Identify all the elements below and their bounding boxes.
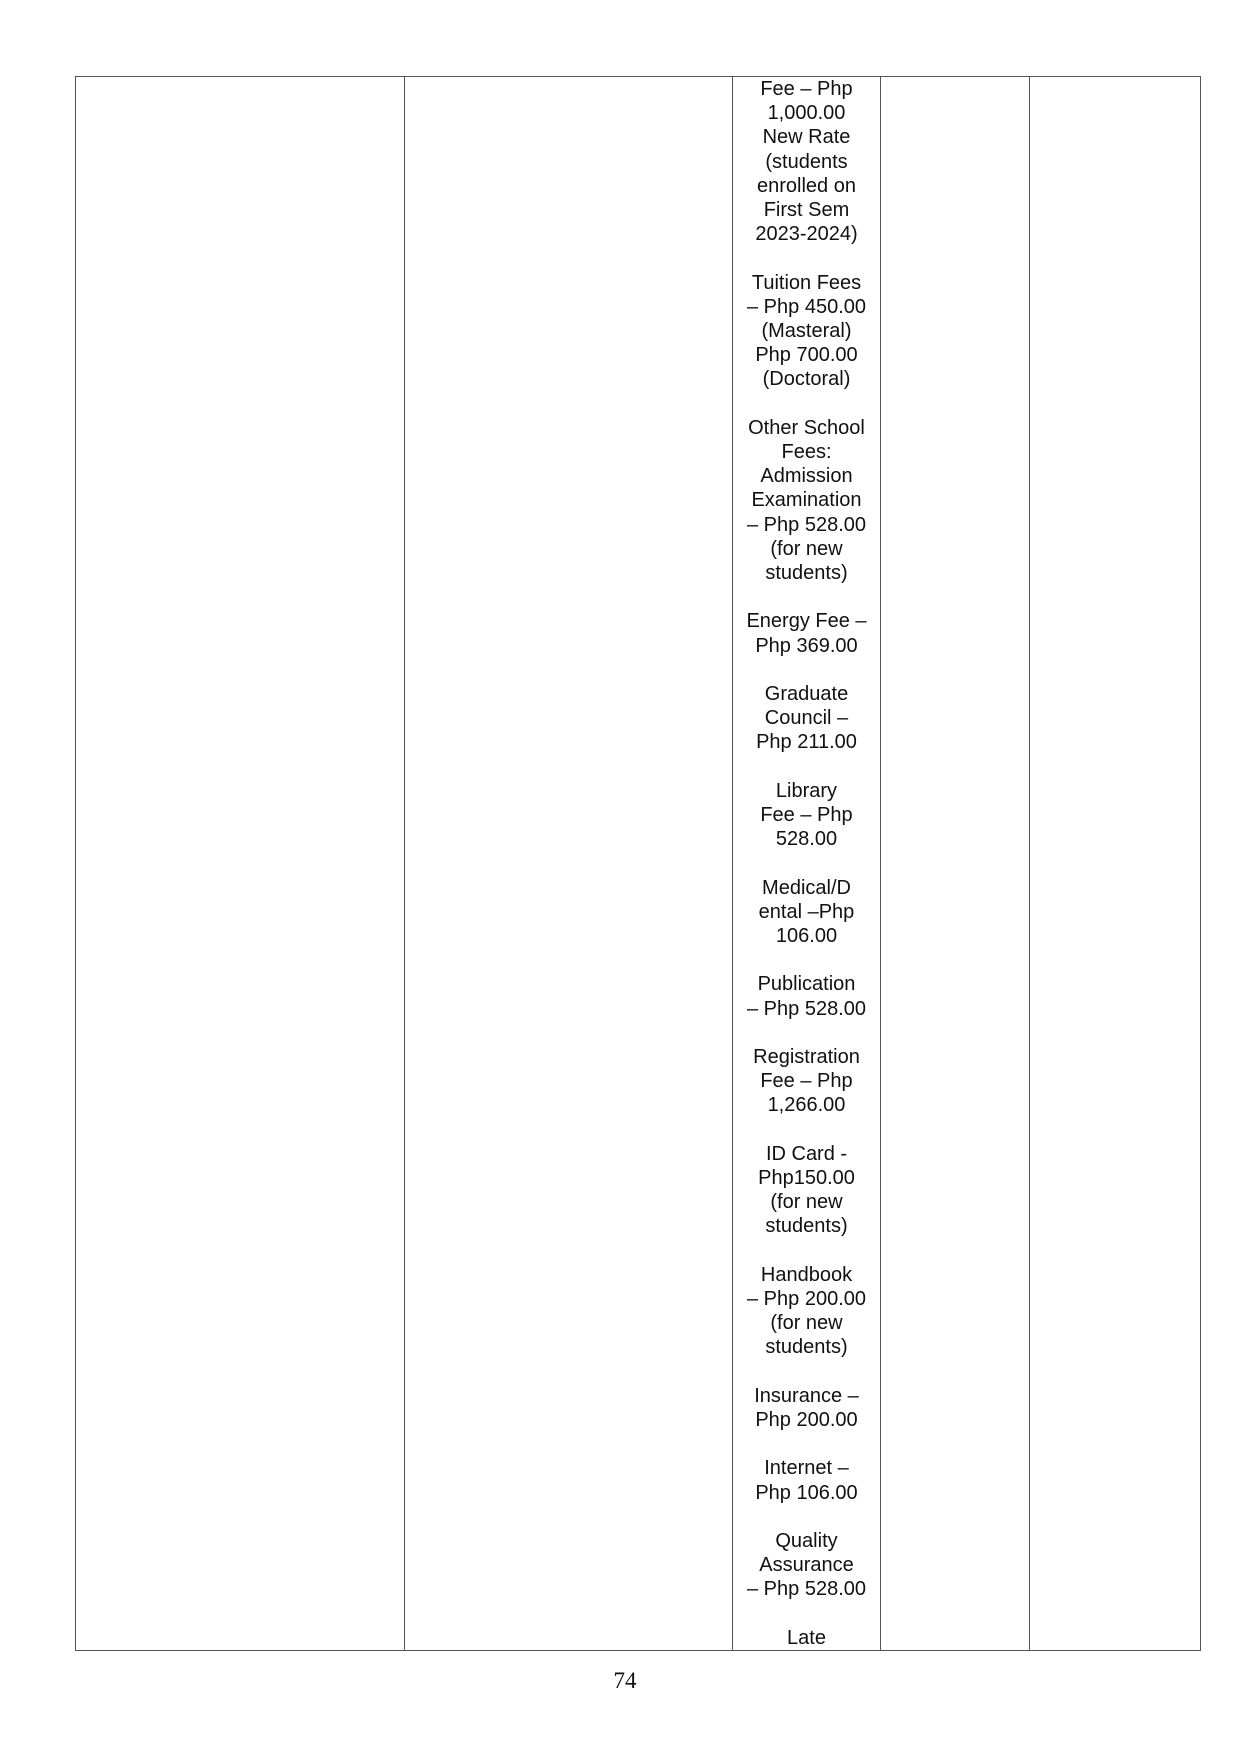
fee-line: (for new xyxy=(770,1191,843,1214)
fee-line: (students xyxy=(765,150,848,173)
fee-line: Assurance xyxy=(759,1554,854,1577)
fee-line: (Doctoral) xyxy=(762,368,851,391)
table-cell-empty xyxy=(76,77,405,1651)
blank-line xyxy=(733,1118,880,1142)
fee-line: Admission xyxy=(760,465,853,488)
fee-line: Publication xyxy=(757,973,856,996)
fee-line: Late xyxy=(787,1626,826,1649)
table-row xyxy=(76,77,1201,1651)
fee-line: (for new xyxy=(770,537,843,560)
fee-line: 528.00 xyxy=(775,828,838,851)
fee-line: Php 211.00 xyxy=(756,731,857,754)
fee-line: Other School xyxy=(748,416,865,439)
blank-line xyxy=(733,948,880,972)
fee-line: Insurance – xyxy=(754,1384,859,1407)
fee-line: students) xyxy=(765,562,848,585)
blank-line xyxy=(733,1021,880,1045)
fee-line: New Rate xyxy=(762,126,851,149)
fee-line: (Masteral) xyxy=(761,320,852,343)
blank-line xyxy=(733,1360,880,1384)
blank-line xyxy=(733,755,880,779)
fee-lines xyxy=(733,77,880,1650)
fee-line: Fees: xyxy=(781,441,832,464)
fee-line: – Php 528.00 xyxy=(747,997,866,1020)
fee-line: Medical/D xyxy=(762,876,851,899)
fee-line: Library xyxy=(775,779,838,802)
fee-line: Handbook xyxy=(760,1263,853,1286)
blank-line xyxy=(733,585,880,609)
fee-line: 1,266.00 xyxy=(767,1094,846,1117)
fee-line: enrolled on xyxy=(757,174,856,197)
fee-line: Php 369.00 xyxy=(755,634,858,657)
blank-line xyxy=(733,392,880,416)
fee-line: Energy Fee – xyxy=(746,610,867,633)
fee-line: Php 700.00 xyxy=(755,344,858,367)
fee-line: – Php 528.00 xyxy=(747,1578,866,1601)
fee-schedule-cell xyxy=(733,77,881,1651)
blank-line xyxy=(733,1239,880,1263)
table-cell-empty xyxy=(405,77,733,1651)
blank-line xyxy=(733,246,880,270)
fee-line: Php 200.00 xyxy=(755,1409,858,1431)
fee-line: ID Card - xyxy=(765,1142,848,1165)
blank-line xyxy=(733,1602,880,1626)
blank-line xyxy=(733,1505,880,1529)
fee-line: Quality xyxy=(775,1529,838,1552)
fee-line: – Php 450.00 xyxy=(747,295,866,318)
table-cell-empty xyxy=(1030,77,1201,1651)
fee-line: Fee – Php xyxy=(760,1070,853,1093)
page-number: 74 xyxy=(613,1668,637,1693)
fee-line: Php 106.00 xyxy=(755,1481,858,1504)
fee-line: students) xyxy=(765,1215,848,1238)
fee-line: – Php 528.00 xyxy=(747,513,866,536)
fee-line: 1,000.00 xyxy=(767,102,846,125)
fee-line: Council – xyxy=(764,707,849,730)
fee-line: Tuition Fees xyxy=(751,271,862,294)
fee-line: Fee – Php xyxy=(760,804,853,827)
document-table xyxy=(75,76,1201,1651)
fee-line: Fee – Php xyxy=(760,78,853,100)
fee-line: 2023-2024) xyxy=(755,223,858,246)
fee-line: ental –Php xyxy=(758,900,855,923)
blank-line xyxy=(733,658,880,682)
blank-line xyxy=(733,1432,880,1456)
fee-line: 106.00 xyxy=(775,925,838,948)
fee-line: First Sem xyxy=(763,199,850,222)
fee-line: Examination xyxy=(751,489,862,512)
fee-line: students) xyxy=(765,1336,848,1359)
table-cell-empty xyxy=(881,77,1030,1651)
fee-line: Internet – xyxy=(764,1457,849,1480)
fee-line: Registration xyxy=(753,1046,860,1068)
fee-line: – Php 200.00 xyxy=(747,1288,866,1310)
blank-line xyxy=(733,851,880,875)
fee-line: Php150.00 xyxy=(758,1167,855,1189)
fee-line: (for new xyxy=(770,1312,843,1335)
fee-line: Graduate xyxy=(764,683,849,706)
